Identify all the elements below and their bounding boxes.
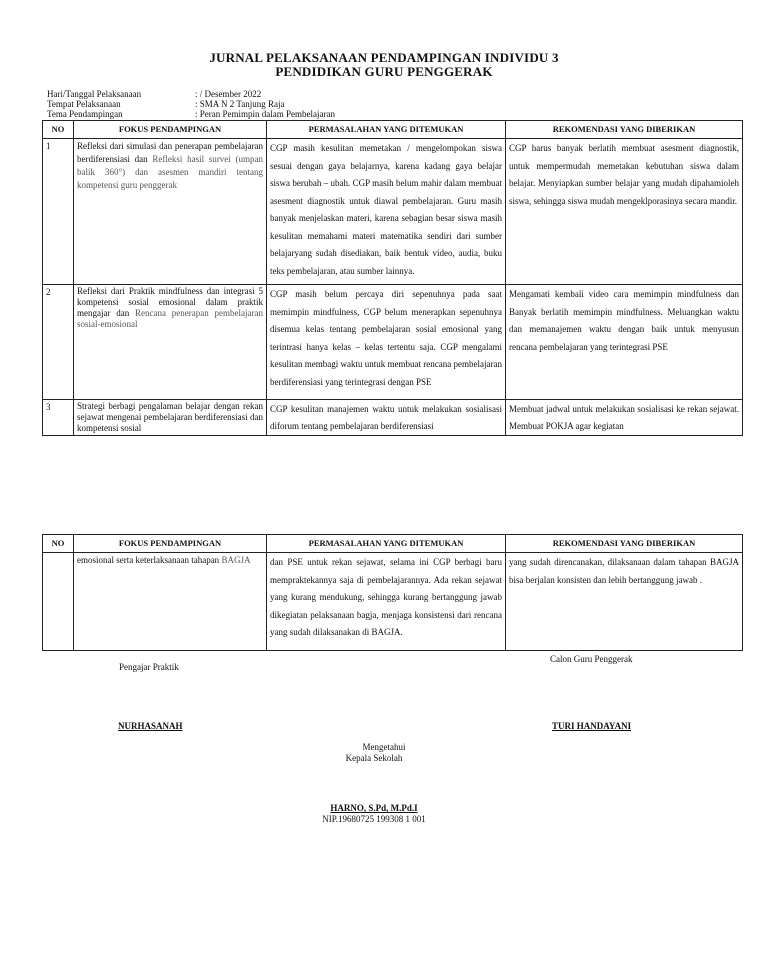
- recommendation-text: Membuat jadwal untuk melakukan sosialisasi ke rekan sejawat. Membuat POKJA agar kegiatan: [509, 404, 739, 431]
- header-recommendation: REKOMENDASI YANG DIBERIKAN: [506, 535, 743, 553]
- recommendation-cell: yang sudah direncanakan, dilaksanaan dalam tahapan BAGJA bisa berjalan konsisten dan lebih bertanggung jawab .: [506, 553, 743, 651]
- focus-text-secondary: BAGJA: [221, 555, 251, 565]
- table-header-row: [43, 121, 743, 139]
- meta-place: [47, 99, 284, 109]
- row-number: [43, 553, 74, 651]
- header-no: NO: [43, 535, 74, 553]
- focus-cell: [74, 139, 267, 285]
- acknowledged-label: Mengetahui: [362, 742, 406, 752]
- table-row: [43, 400, 743, 436]
- header-problem: PERMASALAHAN YANG DITEMUKAN: [267, 121, 506, 139]
- header-focus: FOKUS PENDAMPINGAN: [74, 535, 267, 553]
- problem-cell: [267, 400, 506, 436]
- document-title: JURNAL PELAKSANAAN PENDAMPINGAN INDIVIDU 3: [209, 50, 559, 65]
- focus-text: Strategi berbagi pengalaman belajar dengan rekan sejawat mengenai pembelajaran berdiferensiasi dan kompetensi sosial: [77, 401, 263, 433]
- focus-text: Refleksi dari simulasi dan penerapan pembelajaran berdiferensiasi dan: [77, 141, 263, 164]
- problem-cell: CGP masih kesulitan memetakan / mengelompokan siswa sesuai dengan gaya belajarnya, karena kadang gaya belajar siswa berubah – ubah. CGP masih belum mahir dalam membuat asesment diagnostik untuk diawal pembelajaran. Guru masih banyak menjelaskan materi, karena sebagian besar siswa masih kesulitan memahami materi matematika sendiri dari sumber belajaryang sudah disediakan, baik bentuk video, audia, buku teks pembelajaran, atau sumber lainnya.: [267, 139, 506, 285]
- right-signatory-name: TURI HANDAYANI: [552, 721, 632, 731]
- table-row: [43, 553, 743, 651]
- problem-cell: dan PSE untuk rekan sejawat, selama ini CGP berbagi baru mempraktekannya saja di pembelajarannya. Ada rekan sejawat yang kurang mendukung, sehingga kurang bertanggung jawab dikegiatan pelaksanaan bagja, menjaga konsistensi dari rencana yang sudah dilaksanakan di BAGJA.: [267, 553, 506, 651]
- recommendation-cell: Mengamati kembali video cara memimpin mindfulness dan Banyak berlatih memimpin mindfulness. Meluangkan waktu dan memanajemen waktu dengan baik untuk menyusun rencana pembelajaran yang terintegrasi PSE: [506, 285, 743, 400]
- principal-role: Kepala Sekolah: [345, 753, 403, 763]
- meta-label: Tema Pendampingan: [47, 109, 123, 119]
- header-focus: FOKUS PENDAMPINGAN: [74, 121, 267, 139]
- meta-value: : / Desember 2022: [195, 89, 262, 99]
- meta-value: : SMA N 2 Tanjung Raja: [195, 99, 285, 109]
- table-header-row: [43, 535, 743, 553]
- header-no: NO: [43, 121, 74, 139]
- journal-table-continued: [42, 534, 743, 651]
- focus-text: emosional serta keterlaksanaan tahapan: [77, 555, 222, 565]
- focus-cell: [74, 285, 267, 400]
- document-subtitle: PENDIDIKAN GURU PENGGERAK: [275, 64, 493, 79]
- focus-cell: [74, 400, 267, 436]
- left-signatory-name: NURHASANAH: [118, 721, 183, 731]
- problem-text: CGP kesulitan manajemen waktu untuk melakukan sosialisasi diforum tentang pembelajaran berdiferensiasi: [270, 404, 502, 431]
- header-problem: PERMASALAHAN YANG DITEMUKAN: [267, 535, 506, 553]
- recommendation-cell: CGP harus banyak berlatih membuat asesment diagnostik, untuk mempermudah memetakan kebutuhan siswa dalam belajar. Menyiapkan sumber belajar yang mudah dipahamioleh siswa, sehingga siswa mudah mengeklporasinya secara mandir.: [506, 139, 743, 285]
- row-number: 2: [43, 285, 74, 400]
- principal-name: HARNO, S.Pd, M.Pd.I: [330, 803, 418, 813]
- focus-text-secondary: Refleksi hasil survei (umpan balik 360°) dan asesmen mandiri tentang kompetensi guru penggerak: [77, 154, 263, 190]
- header-recommendation: REKOMENDASI YANG DIBERIKAN: [506, 121, 743, 139]
- journal-table: [42, 120, 743, 436]
- meta-value: : Peran Pemimpin dalam Pembelajaran: [195, 109, 335, 119]
- meta-label: Hari/Tanggal Pelaksanaan: [47, 89, 142, 99]
- recommendation-cell: [506, 400, 743, 436]
- row-number: 3: [43, 400, 74, 436]
- meta-theme: [47, 109, 335, 119]
- focus-text-secondary: Rencana penerapan pembelajaran sosial-emosional: [77, 308, 263, 329]
- row-number: 1: [43, 139, 74, 285]
- principal-nip: NIP.19680725 199308 1 001: [322, 814, 426, 824]
- right-signatory-role: Calon Guru Penggerak: [550, 654, 633, 664]
- table-row: [43, 285, 743, 400]
- focus-cell: [74, 553, 267, 651]
- left-signatory-role: Pengajar Praktik: [119, 662, 179, 672]
- meta-label: Tempat Pelaksanaan: [47, 99, 121, 109]
- focus-text: Refleksi dari Praktik mindfulness dan integrasi 5 kompetensi sosial emosional dalam praktik mengajar dan: [77, 286, 263, 318]
- meta-date: [47, 89, 261, 99]
- problem-cell: CGP masih belum percaya diri sepenuhnya pada saat memimpin mindfulness, CGP belum menerapkan sepenuhnya disemua kelas tentang pembelajaran sosial emosional yang terintrasi hanya kelas – kelas tertentu saja. CGP mengalami kesulitan membagi waktu untuk membuat rencana pembelajaran berdiferensiasi yang terintegrasi dengan PSE: [267, 285, 506, 400]
- table-row: [43, 139, 743, 285]
